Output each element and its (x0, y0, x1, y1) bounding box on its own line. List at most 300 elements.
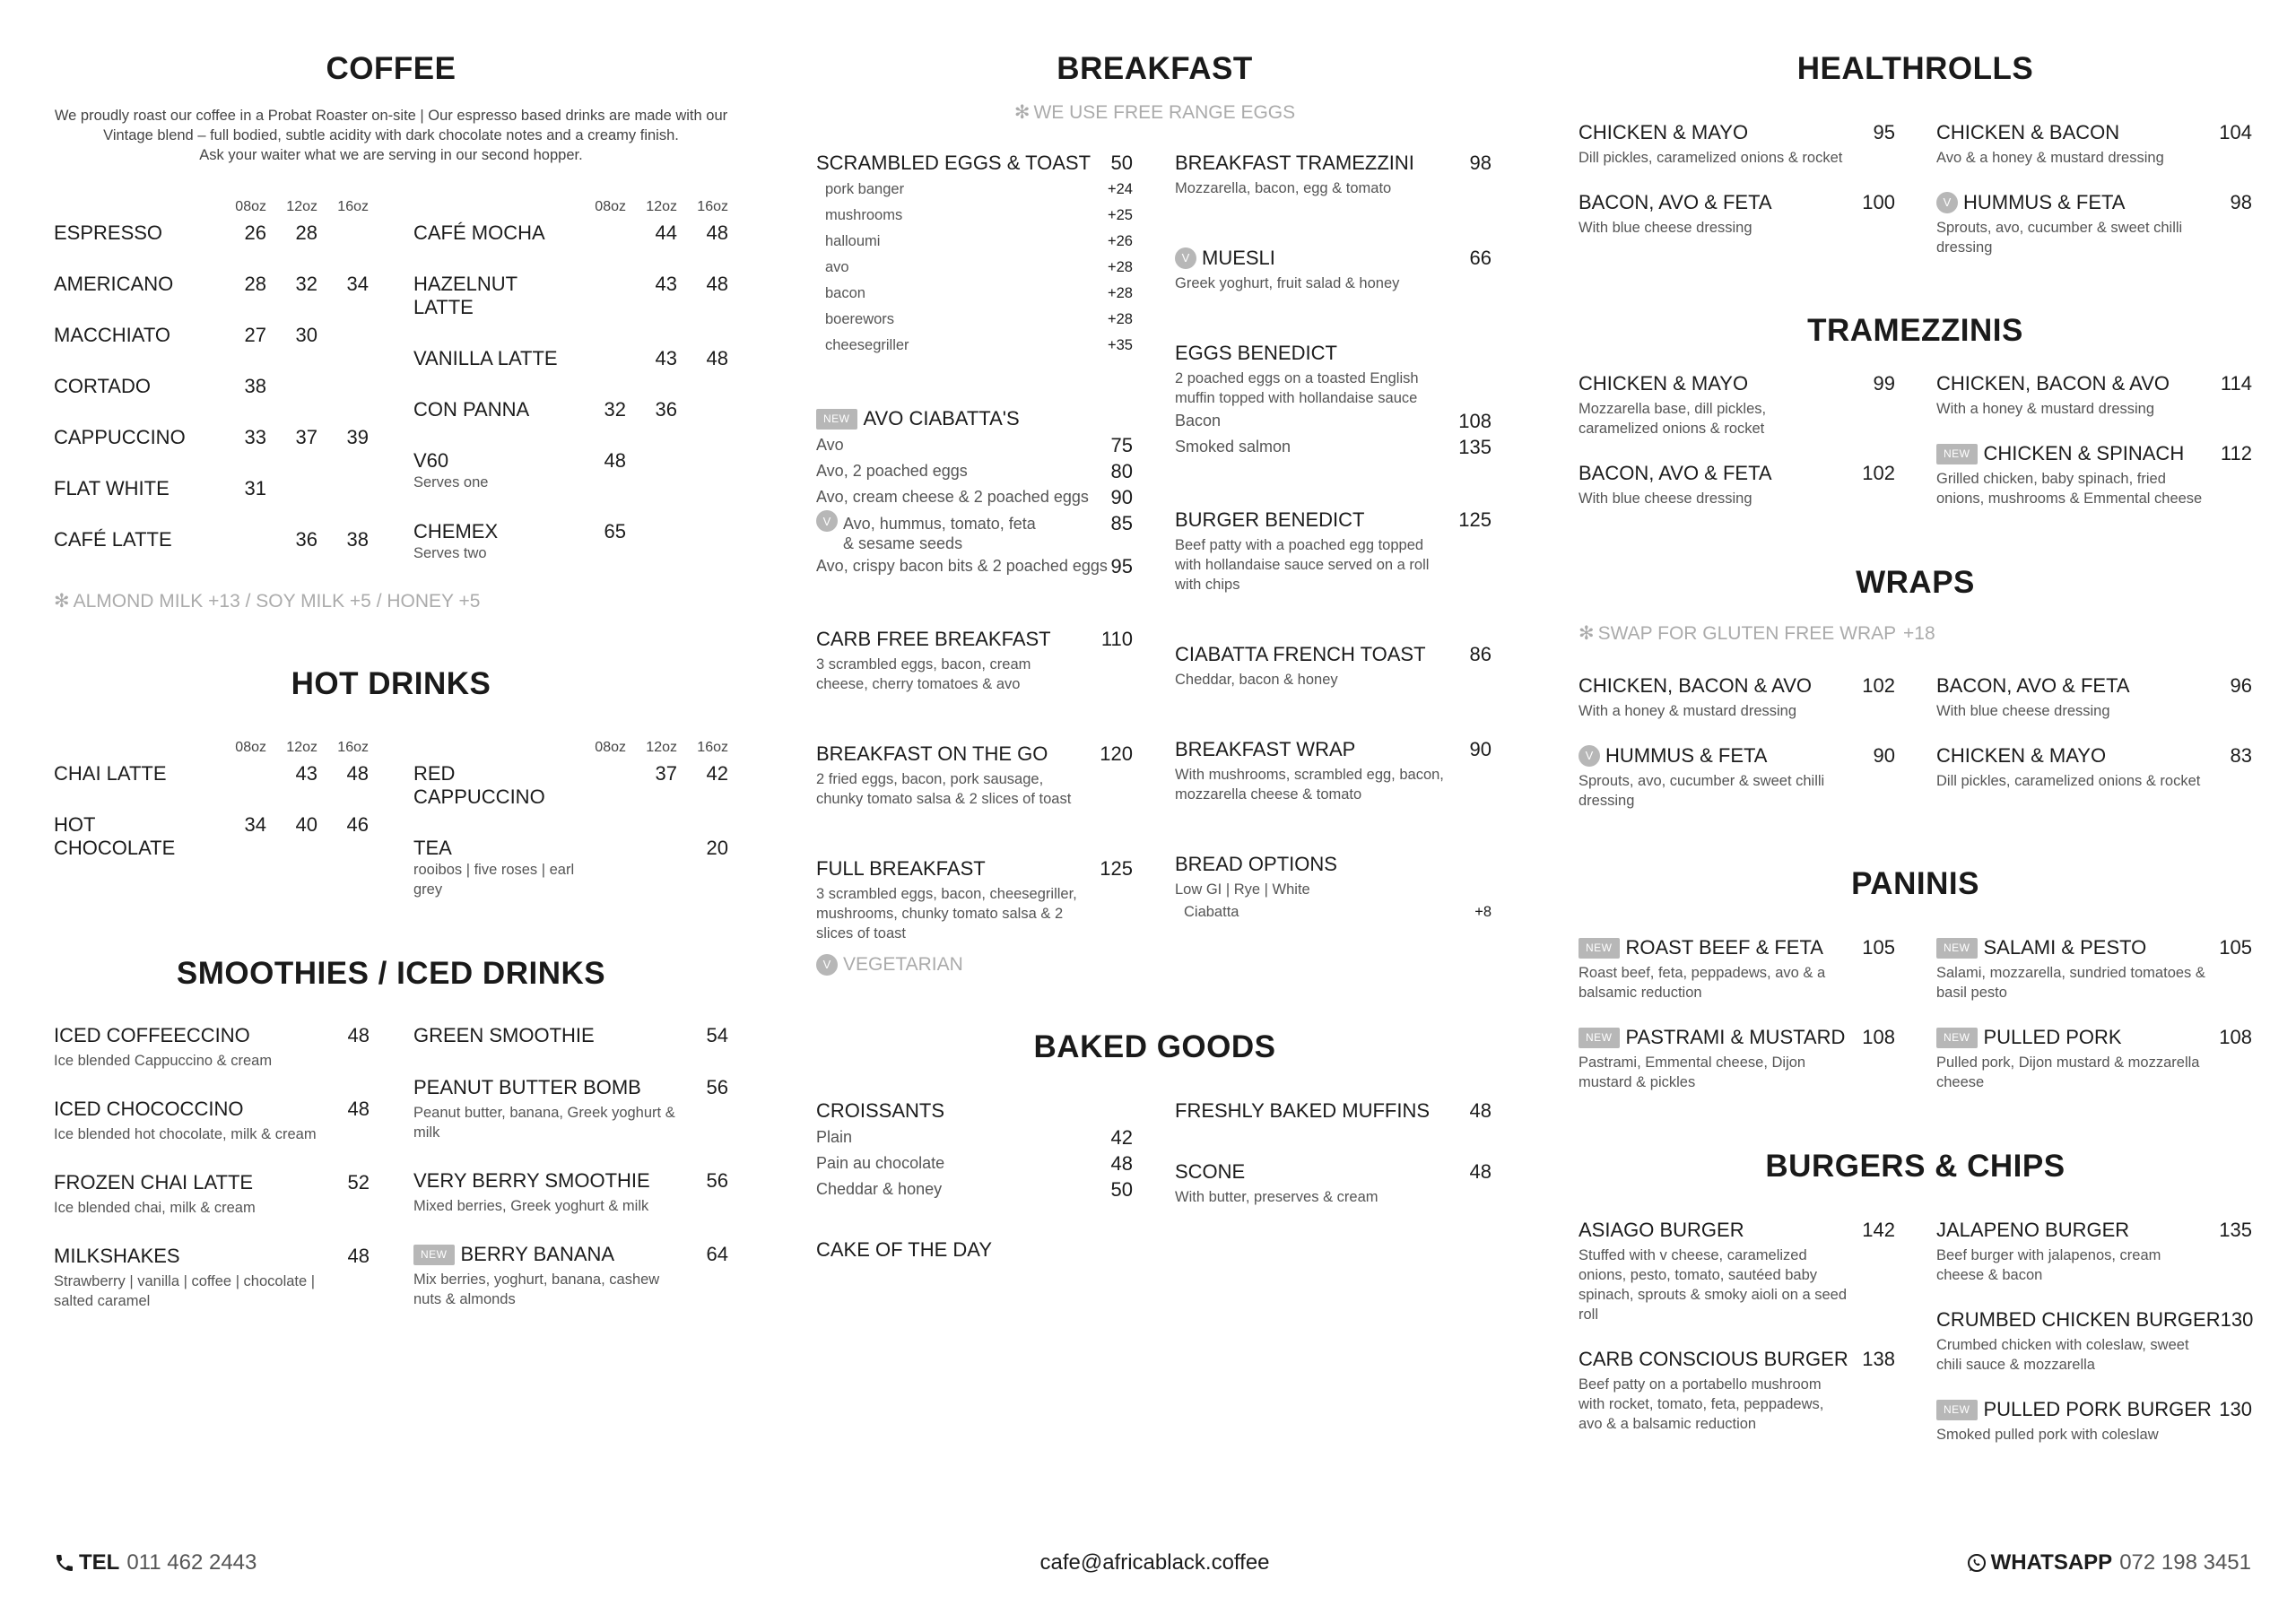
menu-item-description: 2 fried eggs, bacon, pork sausage, chunky tomato salsa & 2 slices of toast (816, 771, 1072, 807)
menu-item-option (1175, 408, 1492, 434)
drink-price: 43 (655, 347, 677, 369)
drink-price: 42 (706, 762, 728, 785)
menu-item (413, 1167, 728, 1216)
option-label: Avo, 2 poached eggs (816, 462, 968, 480)
menu-item-header (1175, 851, 1492, 878)
menu-item-description: Mozzarella base, dill pickles, caramelized onions & rocket (1578, 401, 1767, 437)
option-label: avo (825, 259, 849, 275)
menu-item (1578, 370, 1895, 438)
section-title-coffee: COFFEE (326, 51, 457, 86)
smoothies-list-right (413, 1022, 728, 1334)
drink-price (317, 477, 369, 500)
menu-item-header (816, 1098, 1133, 1124)
option-price: 80 (1110, 460, 1133, 482)
option-price: 42 (1110, 1126, 1133, 1149)
drink-price: 37 (295, 426, 317, 448)
menu-item (816, 626, 1133, 694)
drink-price: 30 (295, 324, 317, 346)
drink-name: TEA (413, 837, 452, 859)
hot-size-header-right (413, 740, 728, 756)
menu-item-name-wrap (816, 150, 1091, 177)
section-title-smoothies: SMOOTHIES / ICED DRINKS (176, 956, 606, 991)
drink-price: 28 (295, 221, 317, 244)
menu-item-name-wrap (54, 1022, 250, 1049)
drink-price: 37 (655, 762, 677, 785)
menu-item-name-wrap (413, 1022, 595, 1049)
note-text: ALMOND MILK +13 / SOY MILK +5 / HONEY +5 (73, 591, 481, 612)
menu-item-price: 64 (706, 1243, 728, 1265)
menu-item-name: AVO CIABATTA'S (863, 407, 1020, 430)
menu-item-header (816, 626, 1133, 653)
menu-item-name-wrap (1175, 736, 1355, 763)
menu-item-header (1936, 1217, 2252, 1244)
menu-item (1578, 1024, 1895, 1092)
tramezzinis-list-left (1578, 370, 1895, 530)
menu-item-header (1936, 673, 2252, 699)
menu-item-price: 130 (2220, 1308, 2254, 1331)
menu-item (1936, 742, 2252, 791)
menu-item-name: ASIAGO BURGER (1578, 1219, 1744, 1241)
menu-item-option (816, 333, 1133, 359)
menu-item-name: PULLED PORK (1983, 1026, 2122, 1048)
drink-price: 36 (655, 398, 677, 421)
menu-item-description: Mix berries, yoghurt, banana, cashew nuts & almonds (413, 1271, 660, 1307)
whatsapp-icon (1966, 1552, 1987, 1574)
drink-price: 48 (706, 221, 728, 244)
tramezzinis-list-right (1936, 370, 2252, 530)
menu-item-name-wrap (1578, 934, 1823, 961)
option-price: +8 (1474, 904, 1492, 920)
menu-item-price: 48 (347, 1245, 370, 1267)
section-title-burgers: BURGERS & CHIPS (1765, 1149, 2066, 1184)
menu-item-price: 48 (1469, 1160, 1492, 1183)
drink-price (317, 221, 369, 245)
drink-name: RED CAPPUCCINO (413, 762, 545, 808)
baked-list-right (1175, 1098, 1492, 1241)
menu-item-name: CHICKEN, BACON & AVO (1578, 674, 1812, 697)
drink-name: CON PANNA (413, 398, 530, 421)
menu-item-description: With blue cheese dressing (1578, 490, 1752, 507)
menu-item-option (816, 1124, 1133, 1150)
menu-item-name-wrap (1175, 851, 1337, 878)
menu-item-price: 54 (706, 1024, 728, 1046)
menu-item-name-wrap (816, 1237, 992, 1263)
option-price: 95 (1110, 555, 1133, 577)
paninis-list-right (1936, 934, 2252, 1114)
menu-item (413, 1241, 728, 1309)
wraps-list-left (1578, 673, 1895, 832)
drink-row (413, 449, 729, 520)
menu-item-header (1175, 245, 1492, 272)
menu-item (1578, 1217, 1895, 1324)
coffee-intro-line: We proudly roast our coffee in a Probat Roaster on-site | Our espresso based drinks are made with our (54, 108, 728, 124)
menu-item-header (1936, 934, 2252, 961)
menu-item-header (1578, 1217, 1895, 1244)
drink-price (626, 449, 677, 473)
drink-row (54, 762, 370, 813)
menu-item-name-wrap (816, 405, 1020, 432)
menu-item-name: BREAD OPTIONS (1175, 853, 1337, 875)
menu-item-name-wrap (1578, 119, 1748, 146)
coffee-intro-line: Ask your waiter what we are serving in our second hopper. (199, 147, 583, 163)
size-label: 16oz (697, 199, 728, 214)
menu-item (1936, 1396, 2252, 1445)
menu-item (1175, 340, 1492, 460)
menu-item-price: 114 (2220, 372, 2252, 395)
menu-item-description: Smoked pulled pork with coleslaw (1936, 1427, 2159, 1443)
menu-item-name-wrap (413, 1074, 641, 1101)
menu-item (1175, 150, 1492, 198)
menu-item-name: CHICKEN & SPINACH (1983, 442, 2185, 464)
section-title-breakfast: BREAKFAST (1057, 51, 1253, 86)
menu-item-option (816, 281, 1133, 307)
coffee-intro-line: Vintage blend – full bodied, subtle acidity with dark chocolate notes and a creamy finish. (103, 127, 679, 143)
menu-item-header (1578, 934, 1895, 961)
drink-price: 39 (346, 426, 369, 448)
menu-item-name-wrap (816, 1098, 944, 1124)
menu-item-price: 48 (347, 1098, 370, 1120)
menu-item-header (1175, 1159, 1492, 1185)
menu-item-description: Ice blended hot chocolate, milk & cream (54, 1126, 317, 1142)
menu-item-price: 102 (1862, 674, 1895, 697)
menu-item-description: Pastrami, Emmental cheese, Dijon mustard & pickles (1578, 1055, 1806, 1090)
gluten-free-wrap-note (1578, 622, 1896, 646)
menu-item-price: 104 (2219, 121, 2252, 143)
drink-name: MACCHIATO (54, 324, 170, 346)
option-price: +24 (1108, 181, 1133, 197)
menu-item-option (1175, 899, 1492, 925)
drink-price: 32 (604, 398, 626, 421)
phone-icon (54, 1552, 75, 1574)
option-label: Cheddar & honey (816, 1180, 943, 1198)
drink-price: 48 (706, 347, 728, 369)
drink-price (677, 449, 728, 473)
menu-item-description: Avo & a honey & mustard dressing (1936, 150, 2164, 166)
option-label: Bacon (1175, 412, 1222, 430)
menu-item-name: BERRY BANANA (460, 1243, 615, 1265)
menu-item-name-wrap (1175, 1159, 1245, 1185)
size-label: 12oz (646, 740, 677, 755)
coffee-extras-note (54, 590, 480, 613)
menu-item-name: PASTRAMI & MUSTARD (1625, 1026, 1846, 1048)
menu-item-name-wrap (1175, 245, 1275, 272)
menu-item-name: PEANUT BUTTER BOMB (413, 1076, 641, 1098)
menu-item-price: 125 (1458, 508, 1492, 531)
drink-row (54, 813, 370, 888)
drink-row (54, 477, 370, 528)
menu-item-price: 112 (2220, 442, 2252, 464)
option-price: 90 (1110, 486, 1133, 508)
drink-price: 40 (295, 813, 317, 836)
menu-item-name-wrap (816, 626, 1051, 653)
drink-price: 27 (244, 324, 266, 346)
menu-item-name-wrap (1175, 150, 1414, 177)
menu-item-name: ICED CHOCOCCINO (54, 1098, 244, 1120)
menu-item-name-wrap (1936, 742, 2106, 769)
note-text: SWAP FOR GLUTEN FREE WRAP (1597, 623, 1897, 644)
menu-item-name: MUESLI (1202, 247, 1275, 269)
menu-item-header (1175, 1098, 1492, 1124)
drink-price: 48 (346, 762, 369, 785)
menu-item (1175, 851, 1492, 925)
email-address[interactable]: cafe@africablack.coffee (1039, 1550, 1270, 1575)
menu-item-name: SCONE (1175, 1160, 1246, 1183)
drink-row (54, 375, 370, 426)
drink-price: 31 (244, 477, 266, 499)
section-title-wraps: WRAPS (1856, 565, 1975, 600)
menu-item-name: FRESHLY BAKED MUFFINS (1175, 1099, 1431, 1122)
menu-item-header (54, 1022, 370, 1049)
drink-price: 38 (244, 375, 266, 397)
menu-item (54, 1243, 370, 1311)
menu-item-header (413, 1074, 728, 1101)
menu-item-option (816, 177, 1133, 203)
coffee-table-left (54, 221, 370, 579)
drink-row (413, 273, 729, 347)
menu-item-name-wrap (54, 1243, 180, 1270)
drink-price (575, 347, 626, 370)
menu-item-name-wrap (1578, 1217, 1744, 1244)
menu-item-name-wrap (1936, 673, 2130, 699)
menu-item-header (1936, 370, 2252, 397)
menu-item-name: CHICKEN, BACON & AVO (1936, 372, 2170, 395)
menu-item-header (816, 150, 1133, 177)
menu-item-description: 3 scrambled eggs, bacon, cheesegriller, mushrooms, chunky tomato salsa & 2 slices of toast (816, 886, 1077, 942)
menu-item-price: 56 (706, 1169, 728, 1192)
menu-item-description: Beef patty with a poached egg topped with hollandaise sauce served on a roll with chips (1175, 537, 1430, 593)
menu-item-name: BACON, AVO & FETA (1578, 191, 1772, 213)
drink-price: 36 (295, 528, 317, 551)
menu-item-name-wrap (54, 1096, 243, 1123)
new-badge: NEW (1578, 938, 1620, 959)
menu-item (1936, 934, 2252, 1002)
menu-item-price: 66 (1469, 247, 1492, 269)
menu-item (1936, 119, 2252, 168)
drink-description: rooibos | five roses | earl grey (413, 862, 575, 898)
menu-item (816, 1237, 1133, 1263)
menu-item-name: ICED COFFEECCINO (54, 1024, 250, 1046)
menu-item-description: Stuffed with v cheese, caramelized onions, pesto, tomato, sautéed baby spinach, sprouts & smoky aioli on a seed roll (1578, 1247, 1847, 1323)
drink-price: 33 (244, 426, 266, 448)
asterisk-icon: ✻ (54, 591, 70, 612)
option-label: Avo (816, 436, 844, 454)
drink-price: 38 (346, 528, 369, 551)
menu-item-name-wrap (1936, 1024, 2122, 1051)
menu-item-price: 105 (2219, 936, 2252, 959)
menu-item-option (816, 203, 1133, 229)
asterisk-icon: ✻ (1578, 623, 1595, 644)
footer-email (816, 1549, 1493, 1576)
menu-item-header (1578, 119, 1895, 146)
menu-item-name: JALAPENO BURGER (1936, 1219, 2130, 1241)
menu-item-header (1175, 641, 1492, 668)
menu-item-description: Sprouts, avo, cucumber & sweet chilli dressing (1936, 220, 2183, 256)
drink-name: V60 (413, 449, 449, 472)
menu-item (1175, 1159, 1492, 1207)
menu-item-name: CHICKEN & MAYO (1578, 121, 1749, 143)
smoothies-list-left (54, 1022, 370, 1336)
section-title-hot-drinks: HOT DRINKS (291, 666, 491, 701)
menu-item-header (1936, 189, 2252, 216)
menu-item-name: BREAKFAST TRAMEZZINI (1175, 152, 1414, 174)
menu-item-description: With a honey & mustard dressing (1936, 401, 2155, 417)
menu-item-price: 125 (1100, 857, 1133, 880)
drink-price: 44 (655, 221, 677, 244)
section-title-tramezzinis: TRAMEZZINIS (1807, 313, 2023, 348)
menu-item-name-wrap (1578, 1346, 1848, 1373)
menu-item-description: Ice blended Cappuccino & cream (54, 1053, 273, 1069)
menu-item-name: BACON, AVO & FETA (1936, 674, 2130, 697)
healthrolls-list-left (1578, 119, 1895, 259)
option-label-wrap (816, 510, 1040, 553)
menu-item (1578, 742, 1895, 811)
menu-item-header (413, 1022, 728, 1049)
vegetarian-icon: V (1936, 192, 1958, 213)
option-price: +26 (1108, 233, 1133, 249)
drink-row (413, 762, 729, 837)
menu-item (816, 405, 1133, 579)
menu-item-price: 138 (1862, 1348, 1895, 1370)
menu-item-name-wrap (1936, 1217, 2129, 1244)
option-price: 135 (1458, 436, 1492, 458)
menu-item-name-wrap (1578, 460, 1772, 487)
menu-item-description: Dill pickles, caramelized onions & rocket (1936, 773, 2201, 789)
drink-name: HAZELNUT LATTE (413, 273, 517, 318)
menu-item-header (54, 1169, 370, 1196)
menu-item (1936, 1306, 2252, 1375)
tel-label: TEL (79, 1550, 120, 1575)
asterisk-icon: ✻ (1013, 102, 1031, 123)
menu-item-description: Sprouts, avo, cucumber & sweet chilli dressing (1578, 773, 1825, 809)
section-title-healthrolls: HEALTHROLLS (1796, 51, 2034, 86)
drink-price: 28 (244, 273, 266, 295)
menu-item-name: CIABATTA FRENCH TOAST (1175, 643, 1426, 665)
drink-price: 34 (346, 273, 369, 295)
coffee-size-header-left (54, 199, 369, 215)
drink-row (413, 398, 729, 449)
size-label: 12oz (646, 199, 677, 214)
menu-item-description: With mushrooms, scrambled egg, bacon, mozzarella cheese & tomato (1175, 767, 1444, 803)
menu-item-option (816, 1176, 1133, 1202)
drink-price (215, 762, 266, 785)
menu-item (1578, 460, 1895, 508)
option-price: +25 (1108, 207, 1133, 223)
drink-price: 48 (706, 273, 728, 295)
menu-item-header (1936, 742, 2252, 769)
drink-row (413, 347, 729, 398)
vegetarian-icon: V (816, 954, 838, 976)
menu-item-header (1936, 1024, 2252, 1051)
option-label: cheesegriller (825, 337, 909, 353)
menu-item-description: Beef patty on a portabello mushroom with rocket, tomato, feta, peppadews, avo & a balsamic reduction (1578, 1376, 1824, 1432)
drink-price: 32 (295, 273, 317, 295)
menu-item-name: CROISSANTS (816, 1099, 945, 1122)
menu-item-description: With a honey & mustard dressing (1578, 703, 1797, 719)
section-title-paninis: PANINIS (1851, 866, 1979, 901)
drink-price (677, 398, 728, 421)
menu-item-description: With blue cheese dressing (1578, 220, 1752, 236)
menu-item-name: CHICKEN & MAYO (1578, 372, 1749, 395)
menu-item-price: 50 (1110, 152, 1133, 174)
menu-item-price: 90 (1469, 738, 1492, 760)
drink-row (413, 520, 729, 591)
menu-item-header (1175, 340, 1492, 367)
menu-item (413, 1074, 728, 1142)
menu-item-description: Salami, mozzarella, sundried tomatoes & basil pesto (1936, 965, 2205, 1001)
option-price: 108 (1458, 410, 1492, 432)
menu-item-header (1578, 370, 1895, 397)
drink-description: Serves two (413, 545, 487, 561)
option-label: halloumi (825, 233, 881, 249)
menu-item (54, 1169, 370, 1218)
option-price: +28 (1108, 259, 1133, 275)
option-price: +28 (1108, 285, 1133, 301)
drink-price: 48 (604, 449, 626, 472)
menu-item-description: Mozzarella, bacon, egg & tomato (1175, 180, 1392, 196)
drink-description: Serves one (413, 474, 489, 490)
menu-item (1578, 934, 1895, 1002)
new-badge: NEW (1936, 938, 1978, 959)
menu-item-header (1578, 1024, 1895, 1051)
menu-item-description: Peanut butter, banana, Greek yoghurt & milk (413, 1105, 675, 1141)
drink-row (413, 837, 729, 927)
drink-price (215, 528, 266, 551)
menu-item-name-wrap (1936, 1306, 2221, 1333)
menu-item-price: 90 (1873, 744, 1895, 767)
menu-item (1936, 189, 2252, 257)
vegetarian-legend (816, 953, 963, 976)
option-price: 85 (1110, 512, 1133, 534)
drink-price (266, 375, 317, 398)
menu-item-header (816, 1237, 1133, 1263)
drink-name: ESPRESSO (54, 221, 163, 244)
whatsapp-number[interactable]: 072 198 3451 (2119, 1550, 2251, 1575)
menu-item-name-wrap (1175, 507, 1364, 534)
menu-item-price: 105 (1862, 936, 1895, 959)
menu-item-name-wrap (816, 741, 1048, 768)
menu-item-name: SCRAMBLED EGGS & TOAST (816, 152, 1091, 174)
menu-item-name: BREAKFAST WRAP (1175, 738, 1356, 760)
new-badge: NEW (1936, 1028, 1978, 1048)
menu-item-name: CAKE OF THE DAY (816, 1238, 993, 1261)
drink-row (54, 426, 370, 477)
menu-item-header (54, 1096, 370, 1123)
menu-item (1175, 641, 1492, 690)
menu-item (1175, 1098, 1492, 1124)
menu-item-header (1578, 189, 1895, 216)
menu-item-description: Dill pickles, caramelized onions & rocket (1578, 150, 1843, 166)
drink-name: HOT CHOCOLATE (54, 813, 176, 859)
size-label: 08oz (595, 199, 626, 214)
menu-item-name-wrap (1936, 370, 2170, 397)
menu-item-name-wrap (54, 1169, 253, 1196)
tel-number[interactable]: 011 462 2443 (126, 1550, 257, 1575)
drink-price: 43 (655, 273, 677, 295)
option-label: Ciabatta (1184, 904, 1239, 920)
menu-item-name-wrap (413, 1167, 650, 1194)
menu-item-price: 95 (1873, 121, 1895, 143)
drink-price (626, 837, 677, 860)
menu-item-header (413, 1241, 728, 1268)
menu-item-name: BACON, AVO & FETA (1578, 462, 1772, 484)
size-label: 08oz (235, 740, 266, 755)
menu-item-price: 108 (1862, 1026, 1895, 1048)
footer-whatsapp (1966, 1549, 2251, 1576)
drink-row (413, 221, 729, 273)
menu-item-price: 120 (1100, 742, 1133, 765)
drink-price: 65 (604, 520, 626, 542)
menu-item-option (816, 432, 1133, 458)
